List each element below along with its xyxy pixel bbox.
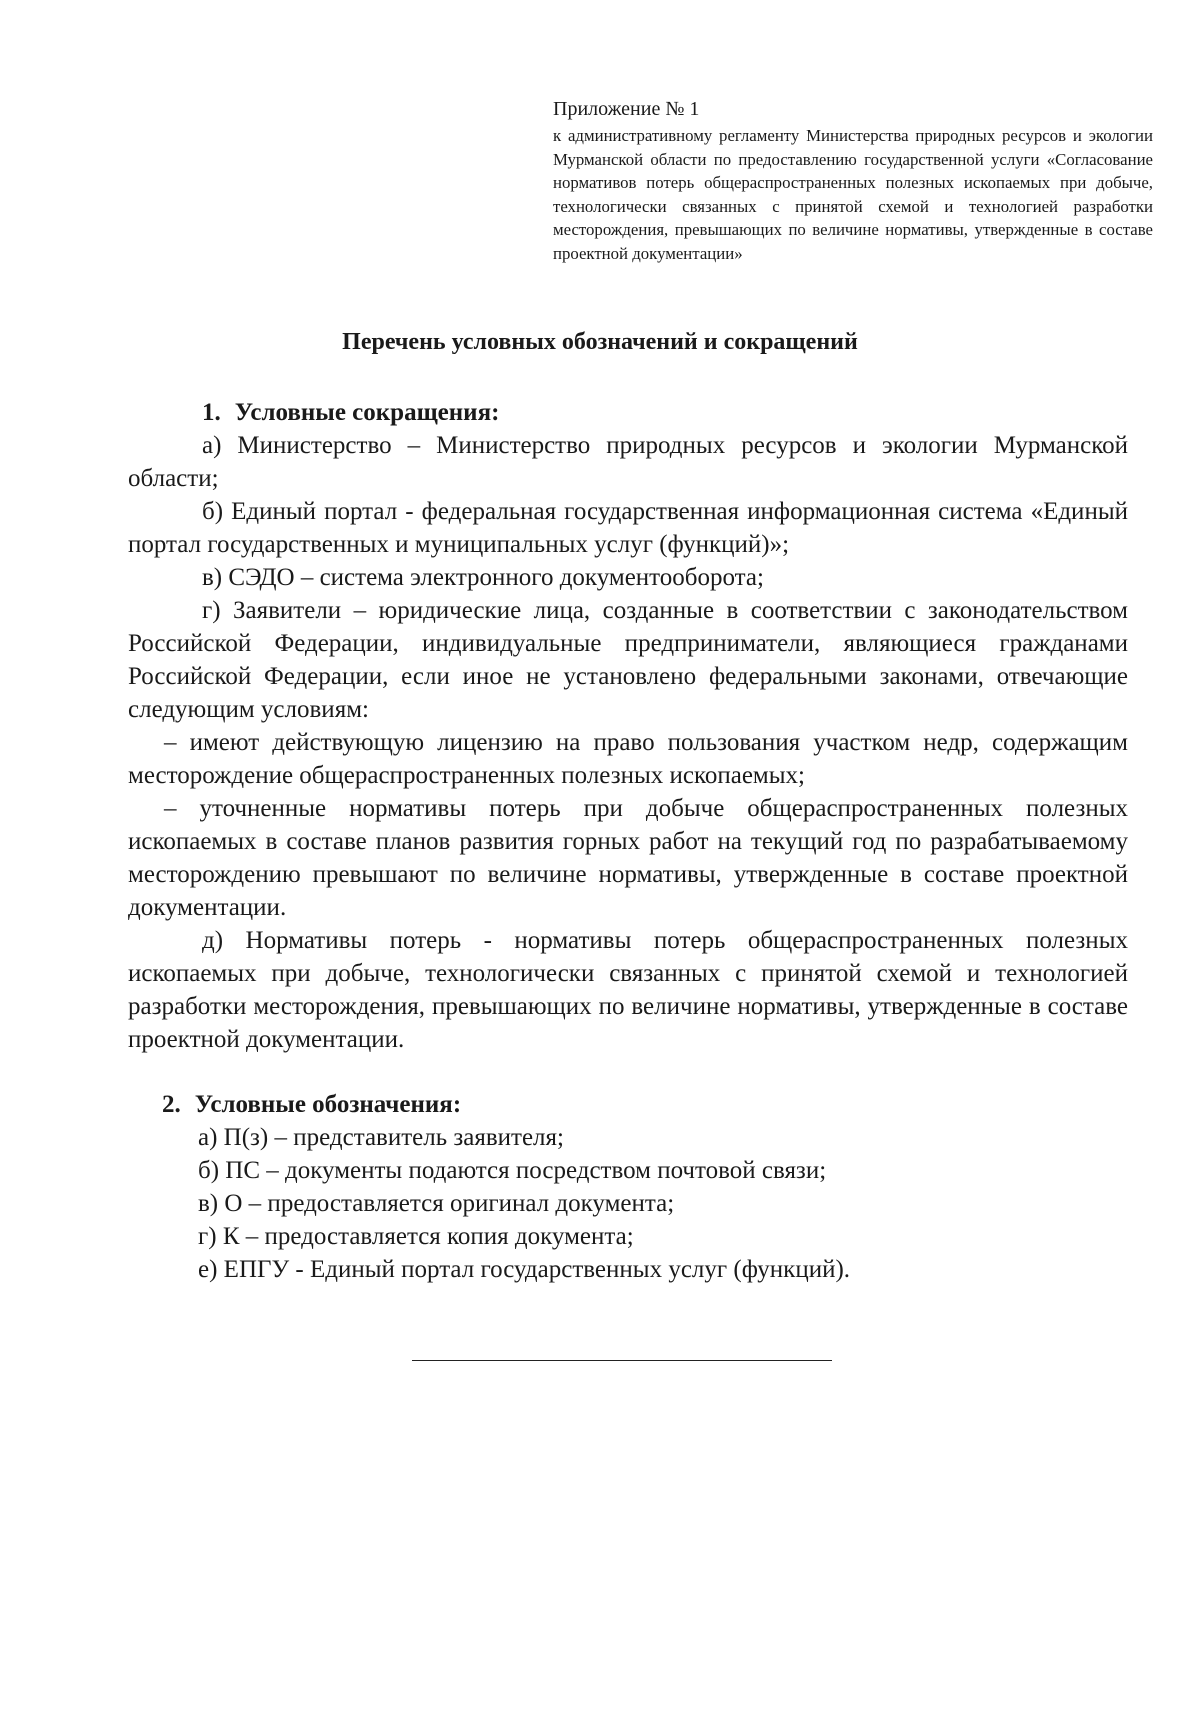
section-number: 2.: [162, 1091, 181, 1118]
abbreviation-item: д) Нормативы потерь - нормативы потерь общераспространенных полезных ископаемых при добыче, технологически связанных с принятой схемой и технологией разработки месторождения, превышающих по величине нормативы, утвержденные в составе проектной документации.: [128, 927, 1128, 1053]
appendix-title: Приложение № 1: [553, 98, 700, 120]
designation-list: [128, 1121, 1128, 1286]
designation-item: б) ПС – документы подаются посредством почтовой связи;: [198, 1157, 827, 1184]
abbreviation-item: в) СЭДО – система электронного документооборота;: [202, 564, 764, 591]
condition-item: – уточненные нормативы потерь при добыче общераспространенных полезных ископаемых в составе планов развития горных работ на текущий год по разрабатываемому месторождению превышают по величине нормативы, утвержденные в составе проектной документации.: [128, 795, 1128, 921]
section-heading: [128, 396, 1128, 429]
page-title: Перечень условных обозначений и сокращений: [342, 329, 858, 355]
appendix-reference: к административному регламенту Министерства природных ресурсов и экологии Мурманской области по предоставлению государственной услуги «Согласование нормативов потерь общераспространенных полезных ископаемых при добыче, технологически связанных с принятой схемой и технологией разработки месторождения, превышающих по величине нормативы, утвержденные в составе проектной документации»: [553, 126, 1153, 263]
condition-item: – имеют действующую лицензию на право пользования участком недр, содержащим месторождение общераспространенных полезных ископаемых;: [128, 729, 1128, 789]
section-title: Условные сокращения:: [234, 399, 500, 426]
closing-divider: [412, 1360, 832, 1361]
section-designations: [128, 1088, 1128, 1286]
appendix-header: [553, 96, 1153, 266]
abbreviation-item: б) Единый портал - федеральная государственная информационная система «Единый портал государственных и муниципальных услуг (функций)»;: [128, 498, 1128, 558]
section-number: 1.: [202, 399, 221, 426]
designation-item: в) О – предоставляется оригинал документа;: [198, 1190, 675, 1217]
abbreviation-item: а) Министерство – Министерство природных ресурсов и экологии Мурманской области;: [128, 432, 1128, 492]
abbreviation-item: г) Заявители – юридические лица, созданные в соответствии с законодательством Российской Федерации, индивидуальные предприниматели, являющиеся гражданами Российской Федерации, если иное не установлено федеральными законами, отвечающие следующим условиям:: [128, 597, 1128, 723]
section-title: Условные обозначения:: [194, 1091, 462, 1118]
designation-item: г) К – предоставляется копия документа;: [198, 1223, 634, 1250]
section-abbreviations: [128, 396, 1128, 1056]
section-heading: [128, 1088, 1128, 1121]
designation-item: е) ЕПГУ - Единый портал государственных услуг (функций).: [198, 1256, 851, 1283]
designation-item: а) П(з) – представитель заявителя;: [198, 1124, 564, 1151]
